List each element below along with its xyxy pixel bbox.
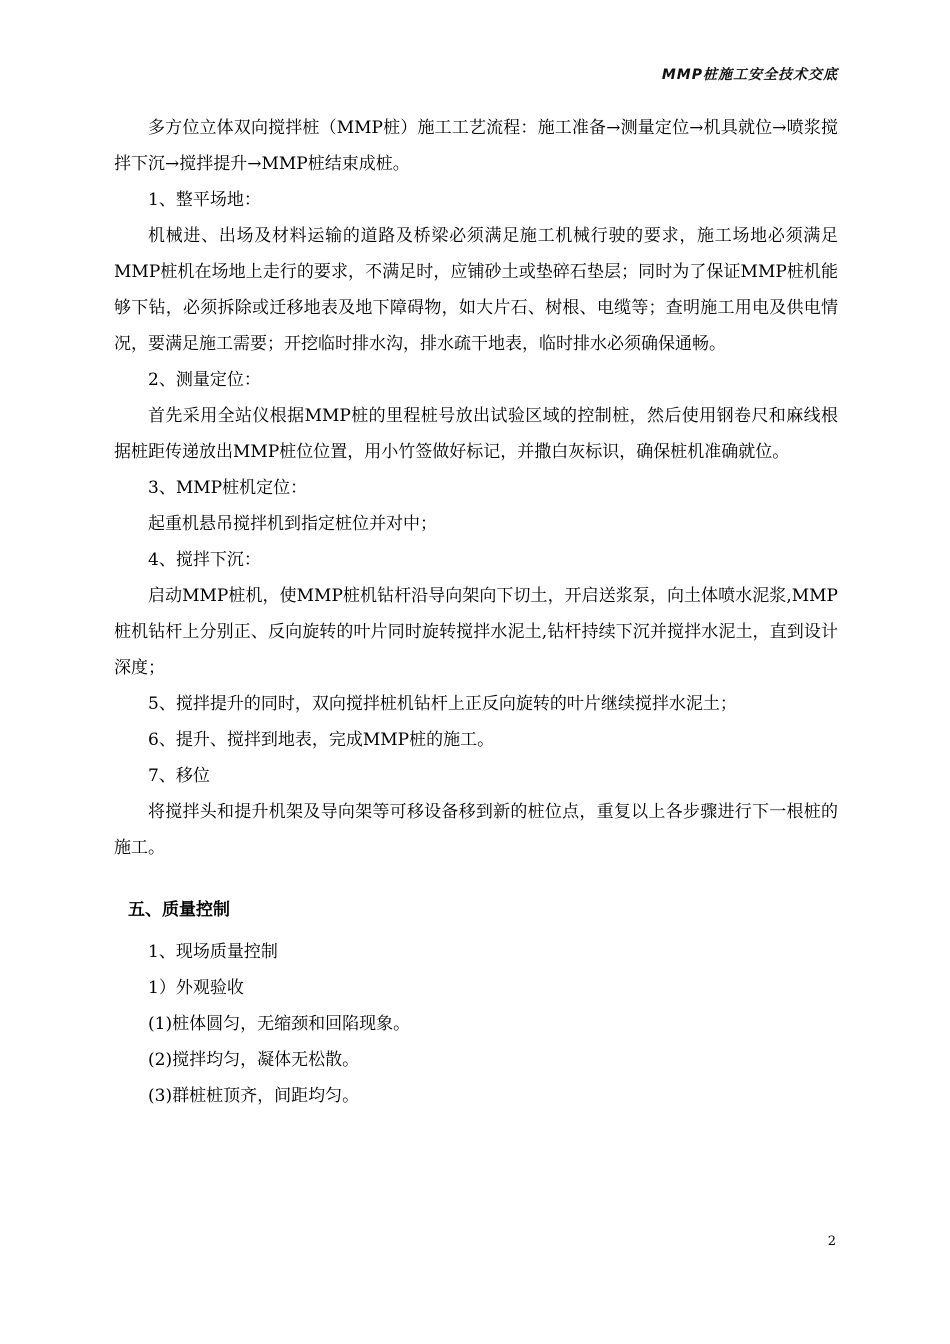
paragraph: 起重机悬吊搅拌机到指定桩位并对中； — [148, 514, 437, 534]
paragraph: 1、整平场地： — [148, 190, 261, 210]
paragraph: 5、搅拌提升的同时，双向搅拌桩机钻杆上正反向旋转的叶片继续搅拌水泥土； — [148, 694, 737, 714]
section-heading: 五、质量控制 — [128, 900, 230, 920]
paragraph: 2、测量定位： — [148, 370, 261, 390]
paragraph: 1、现场质量控制 — [148, 942, 278, 962]
paragraph: 7、移位 — [148, 766, 210, 786]
paragraph: 启动MMP桩机，使MMP桩机钻杆沿导向架向下切土，开启送浆泵，向土体喷水泥浆,MMP桩机钻杆上分别正、反向旋转的叶片同时旋转搅拌水泥土,钻杆持续下沉并搅拌水泥土，直到设计深度； — [114, 586, 838, 678]
page-header-title: MMP桩施工安全技术交底 — [661, 67, 838, 83]
paragraph: 4、搅拌下沉： — [148, 550, 261, 570]
document-body — [114, 110, 838, 1114]
paragraph: 多方位立体双向搅拌桩（MMP桩）施工工艺流程：施工准备→测量定位→机具就位→喷浆搅拌下沉→搅拌提升→MMP桩结束成桩。 — [114, 118, 838, 174]
paragraph: 1）外观验收 — [148, 978, 244, 998]
paragraph: 首先采用全站仪根据MMP桩的里程桩号放出试验区域的控制桩，然后使用钢卷尺和麻线根据桩距传递放出MMP桩位位置，用小竹签做好标记，并撒白灰标识，确保桩机准确就位。 — [114, 406, 838, 462]
page-number: 2 — [827, 1234, 836, 1249]
paragraph: 机械进、出场及材料运输的道路及桥梁必须满足施工机械行驶的要求，施工场地必须满足MMP桩机在场地上走行的要求，不满足时，应铺砂土或垫碎石垫层；同时为了保证MMP桩机能够下钻，必须拆除或迁移地表及地下障碍物，如大片石、树根、电缆等；查明施工用电及供电情况，要满足施工需要；开挖临时排水沟，排水疏干地表，临时排水必须确保通畅。 — [114, 226, 838, 354]
paragraph: 3、MMP桩机定位： — [148, 478, 308, 498]
paragraph: 将搅拌头和提升机架及导向架等可移设备移到新的桩位点，重复以上各步骤进行下一根桩的施工。 — [114, 802, 838, 858]
paragraph: (3)群桩桩顶齐，间距均匀。 — [148, 1086, 360, 1106]
paragraph: (1)桩体圆匀，无缩颈和回陷现象。 — [148, 1014, 411, 1034]
paragraph: (2)搅拌均匀，凝体无松散。 — [148, 1050, 360, 1070]
paragraph: 6、提升、搅拌到地表，完成MMP桩的施工。 — [148, 730, 495, 750]
